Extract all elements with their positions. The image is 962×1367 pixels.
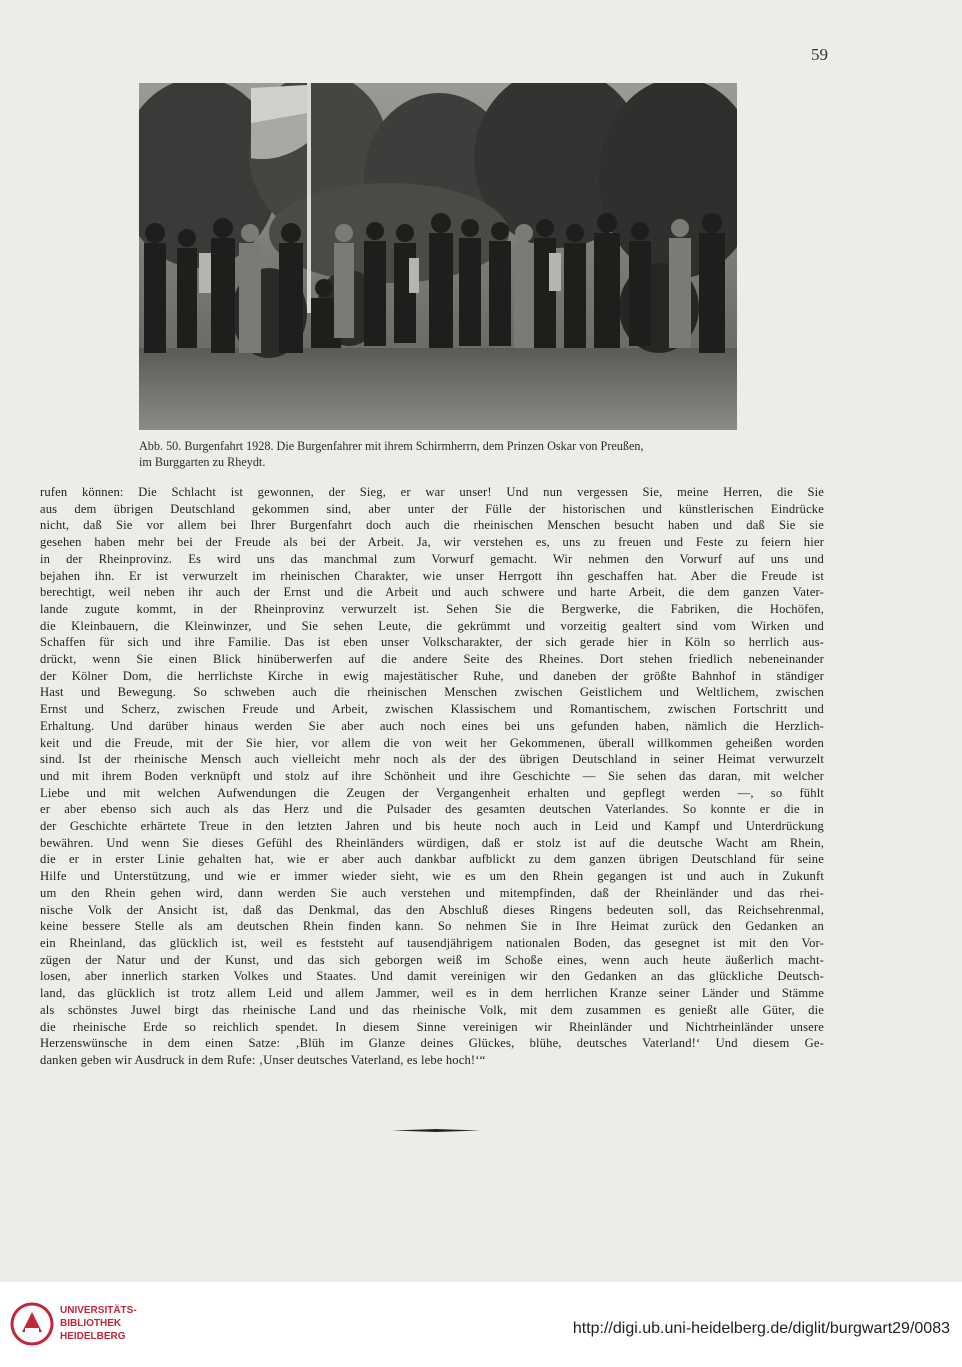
body-line: in der Rheinprovinz. Es wird uns das manchmal zum Vorwurf gemacht. Wir nehmen den Vorwurf auf uns und: [40, 551, 824, 566]
body-line: Herzenswünsche in dem einen Satze: ‚Blüh im Glanze deines Glückes, blühe, deutsches Vaterland!‘ Und diesem Ge-: [40, 1036, 824, 1051]
body-line: als schönstes Juwel birgt das rheinische Land und das rheinische Volk, mit dem zusammen es genießt alle Güter, die: [40, 1002, 824, 1017]
library-logo-icon[interactable]: [10, 1302, 54, 1346]
library-name[interactable]: [60, 1304, 137, 1343]
body-line: der Kölner Dom, die herrlichste Kirche in ewig majestätischer Ruhe, und daneben der größte Bahnhof in ständiger: [40, 668, 824, 683]
body-text: [40, 484, 824, 1069]
figure-photo: [139, 83, 737, 430]
end-ornament: [392, 1129, 480, 1132]
library-name-line: HEIDELBERG: [60, 1331, 126, 1342]
body-line: nicht, daß Sie vor allem bei Ihrer Burgenfahrt doch auch die rheinischen Menschen besucht haben und daß Sie sie: [40, 518, 824, 533]
body-line: aus dem übrigen Deutschland gekommen sind, aber unter der Fülle der historischen und künstlerischen Eindrücke: [40, 501, 824, 516]
body-line: land, das glücklich ist trotz allem Leid und allem Jammer, weil es in dem herrlichen Kranze seiner Länder und Stämme: [40, 986, 824, 1001]
body-line: rufen können: Die Schlacht ist gewonnen, der Sieg, er war unser! Und nun vergessen Sie, meine Herren, die Sie: [40, 485, 824, 499]
body-line: drückt, wenn Sie einen Blick hinüberwerfen auf die andere Seite des Rheines. Dort stehen friedlich nebeneinander: [40, 652, 824, 667]
caption-line: Abb. 50. Burgenfahrt 1928. Die Burgenfahrer mit ihrem Schirmherrn, dem Prinzen Oskar von Preußen,: [139, 439, 644, 453]
body-line: die Kleinbauern, die Kleinwinzer, und Sie sehen Leute, die gekrümmt und vorzeitig gealtert sind vom Wirken und: [40, 618, 824, 633]
body-line: lande zugute kommt, in der Rheinprovinz verwurzelt ist. Sehen Sie die Bergwerke, die Fabriken, die Hochöfen,: [40, 601, 824, 616]
body-line: Erhaltung. Und darüber hinaus werden Sie aber auch noch eines bei uns gefunden haben, nämlich die Herzlich-: [40, 718, 824, 733]
body-line: gesehen haben mehr bei der Freude als bei der Arbeit. Ja, wir verstehen es, uns zu freuen und Feste zu feiern hier: [40, 535, 824, 550]
body-line: Schaffen für sich und ihre Familie. Das ist eben unser Volkscharakter, der sich gerade hier in Köln so herrlich aus-: [40, 635, 824, 650]
body-line: berechtigt, weil neben ihr auch der Ernst und die Arbeit und auch schwere und harte Arbeit, die dem ganzen Vater-: [40, 585, 824, 600]
footer-bar: [0, 1282, 962, 1367]
body-line: bejahen ihn. Er ist verwurzelt im rheinischen Charakter, wie unser Herrgott ihn geschaffen hat. Aber die Freude ist: [40, 568, 824, 583]
group-photo-illustration: [139, 83, 737, 430]
body-line: sind. Ist der rheinische Mensch auch vielleicht mehr noch als der des übrigen Deutschland in seiner Heimat verwurzelt: [40, 752, 824, 767]
body-line: Liebe und mit welchen Aufwendungen die Zeugen der Vergangenheit erhalten und gepflegt werden —, so fühlt: [40, 785, 824, 800]
figure-caption: [139, 438, 739, 470]
body-line: und mit ihrem Boden verknüpft und stolz auf ihre Schönheit und ihre Geschichte — Sie sehen das daran, mit welcher: [40, 768, 824, 783]
body-line: Hast und Bewegung. So schweben auch die rheinischen Menschen zwischen Geistlichem und Weltlichem, zwischen: [40, 685, 824, 700]
body-line: Ernst und Scherz, zwischen Freude und Arbeit, zwischen Klassischem und Romantischem, zwischen Fortschritt und: [40, 702, 824, 717]
body-line: keine bessere Stelle als am deutschen Rhein finden kann. So nehmen Sie in Ihre Heimat zurück den Gedanken an: [40, 919, 824, 934]
body-line: danken geben wir Ausdruck in dem Rufe: ‚Unser deutsches Vaterland, es lebe hoch!‘“: [40, 1052, 486, 1067]
body-line: Hilfe und Unterstützung, und wie er immer wieder sieht, wie es um den Rhein gegangen ist und auch in Zukunft: [40, 869, 824, 884]
body-line: bewähren. Und wenn Sie dieses Gefühl des Rheinländers würdigen, daß er stolz ist auf die deutsche Wacht am Rhein,: [40, 835, 824, 850]
body-line: um den Rhein gehen wird, dann werden Sie auch verstehen und mitempfinden, daß der Rheinländer und das rhei-: [40, 885, 824, 900]
source-url-link[interactable]: http://digi.ub.uni-heidelberg.de/diglit/burgwart29/0083: [572, 1320, 950, 1337]
body-line: der Geschichte erhärtete Treue in den letzten Jahren und bis heute noch auch in Leid und Kampf und Unterdrückung: [40, 819, 824, 834]
body-line: nische Volk der Ansicht ist, daß das Denkmal, das den Abschluß dieses Ringens bedeuten soll, das Reichsehrenmal,: [40, 902, 824, 917]
caption-line: im Burggarten zu Rheydt.: [139, 455, 266, 469]
body-line: die er in erster Linie gehalten hat, wie er aber auch dankbar aufblickt zu dem ganzen übrigen Deutschland für seine: [40, 852, 824, 867]
body-line: die rheinische Erde so reichlich spendet. In diesem Sinne vereinigen wir Rheinländer und Nichtrheinländer unsere: [40, 1019, 824, 1034]
body-line: ein Rheinland, das glücklich ist, weil es feststeht auf tausendjährigem nationalen Boden, das gesegnet ist mit den Vor-: [40, 935, 824, 950]
body-line: losen, aber innerlich starken Volkes und Staates. Und damit vereinigen wir den Gedanken an das glückliche Deutsch-: [40, 969, 824, 984]
library-name-line: BIBLIOTHEK: [60, 1318, 122, 1329]
page-number: 59: [811, 45, 828, 64]
library-name-line: UNIVERSITÄTS-: [60, 1305, 137, 1316]
body-line: er aber ebenso sich auch als das Herz und die Pulsader des gesamten deutschen Vaterlandes. So konnte er die in: [40, 802, 824, 817]
body-line: keit und die Freude, mit der Sie hier, vor allem die von weit her Gekommenen, überall willkommen geheißen worden: [40, 735, 824, 750]
body-line: zügen der Natur und der Kunst, und das sich geborgen weiß im Schoße eines, wenn auch heute äußerlich macht-: [40, 952, 824, 967]
